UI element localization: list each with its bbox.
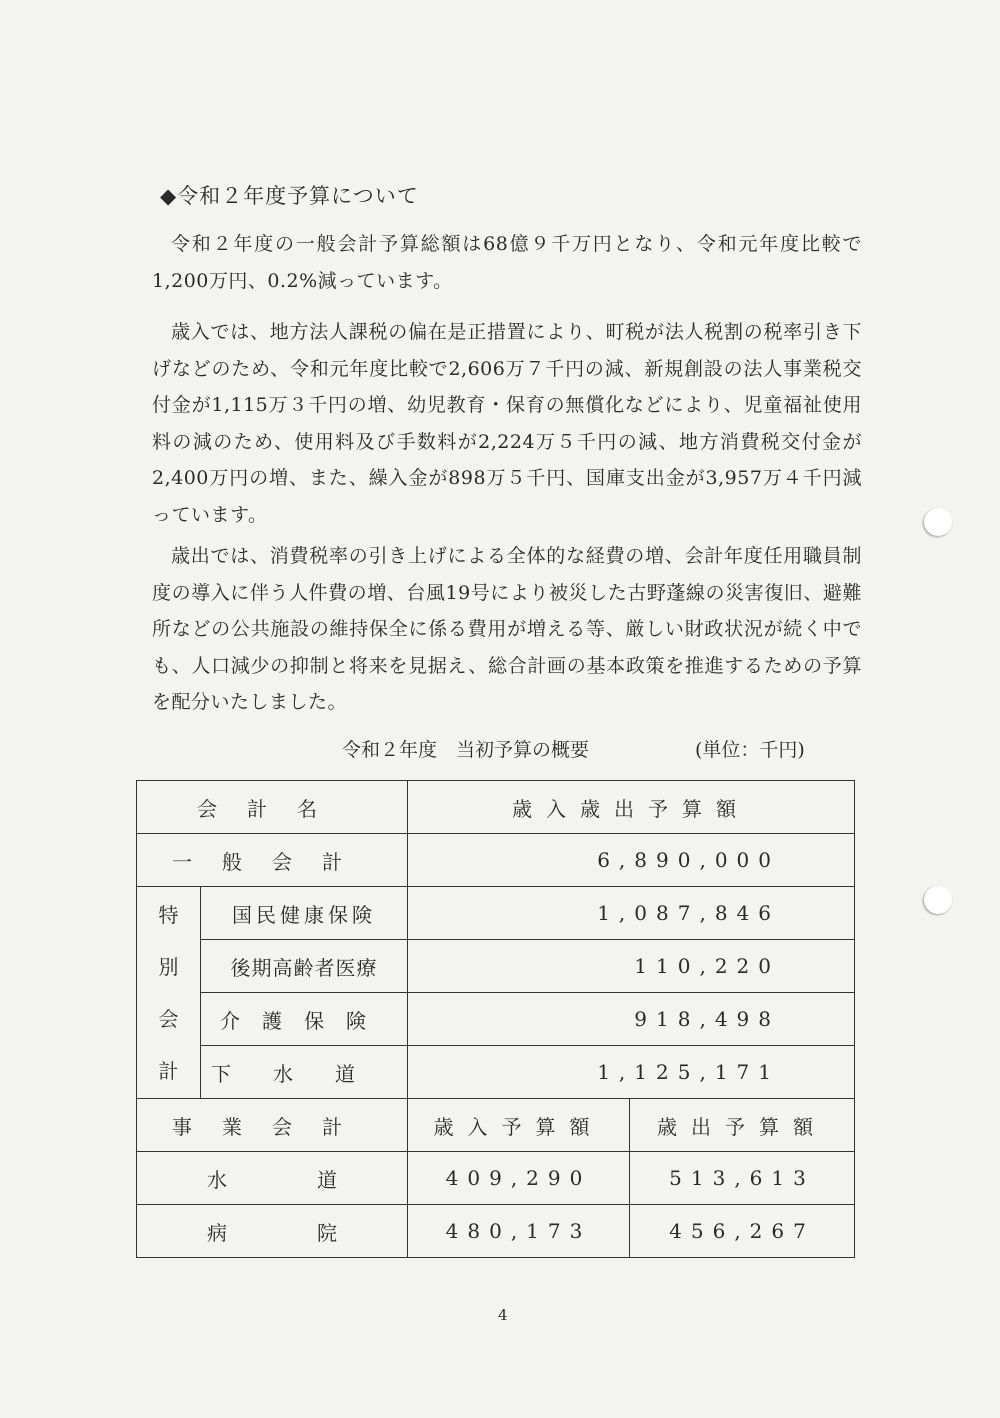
paragraph-total-budget: 令和２年度の一般会計予算総額は68億９千万円となり、令和元年度比較で1,200万円、0.2%減っています。	[152, 233, 862, 292]
paragraph-expenditure: 歳出では、消費税率の引き上げによる全体的な経費の増、会計年度任用職員制度の導入に伴う人件費の増、台風19号により被災した古野蓬線の災害復旧、避難所などの公共施設の維持保全に係る費用が増える等、厳しい財政状況が続く中でも、人口減少の抑制と将来を見据え、総合計画の基本政策を推進するための予算を配分いたしました。	[152, 545, 862, 713]
special-account-label	[137, 887, 201, 1099]
paragraph-revenue: 歳入では、地方法人課税の偏在是正措置により、町税が法人税割の税率引き下げなどのため、令和元年度比較で2,606万７千円の減、新規創設の法人事業税交付金が1,115万３千円の増、幼児教育・保育の無償化などにより、児童福祉使用料の減のため、使用料及び手数料が2,224万５千円の減、地方消費税交付金が2,400万円の増、また、繰入金が898万５千円、国庫支出金が3,957万４千円減っています。	[152, 321, 862, 526]
revenue-budget-header: 歳入予算額	[408, 1099, 630, 1152]
enterprise-account-name	[137, 1205, 408, 1258]
enterprise-name-part: 水	[207, 1167, 227, 1192]
table-title: 令和２年度 当初予算の概要	[342, 739, 590, 761]
page-number: 4	[498, 1306, 508, 1324]
general-account-amount: 6,890,000	[408, 834, 855, 887]
enterprise-expenditure: 513,613	[630, 1152, 855, 1205]
table-header-row	[137, 781, 855, 834]
table-unit: (単位：千円)	[695, 739, 805, 761]
table-row	[137, 940, 855, 993]
special-label-char: 計	[158, 1058, 179, 1083]
section-heading: ◆令和２年度予算について	[160, 184, 419, 208]
general-account-name: 一般会計	[137, 834, 408, 887]
special-label-char: 別	[158, 954, 179, 979]
enterprise-header-row	[137, 1099, 855, 1152]
header-account-name: 会計名	[137, 781, 408, 834]
enterprise-name-part: 院	[317, 1220, 337, 1245]
budget-table	[136, 780, 855, 1258]
enterprise-account-header: 事業会計	[137, 1099, 408, 1152]
special-account-name: 介護保険	[201, 993, 408, 1046]
special-account-amount: 110,220	[408, 940, 855, 993]
table-row	[137, 1152, 855, 1205]
enterprise-name-part: 道	[317, 1167, 337, 1192]
enterprise-account-name	[137, 1152, 408, 1205]
table-row	[137, 993, 855, 1046]
enterprise-name-part: 病	[207, 1220, 227, 1245]
special-account-amount: 918,498	[408, 993, 855, 1046]
special-account-name: 国民健康保険	[201, 887, 408, 940]
special-account-amount: 1,087,846	[408, 887, 855, 940]
table-row	[137, 1205, 855, 1258]
binder-hole-icon	[924, 508, 952, 536]
enterprise-revenue: 409,290	[408, 1152, 630, 1205]
special-account-name: 下水道	[201, 1046, 408, 1099]
special-label-char: 会	[158, 1006, 179, 1031]
enterprise-expenditure: 456,267	[630, 1205, 855, 1258]
enterprise-revenue: 480,173	[408, 1205, 630, 1258]
expenditure-budget-header: 歳出予算額	[630, 1099, 855, 1152]
header-budget-amount: 歳入歳出予算額	[408, 781, 855, 834]
table-row	[137, 1046, 855, 1099]
table-row	[137, 887, 855, 940]
special-account-amount: 1,125,171	[408, 1046, 855, 1099]
binder-hole-icon	[924, 886, 952, 914]
table-row	[137, 834, 855, 887]
special-label-char: 特	[158, 902, 179, 927]
special-account-name: 後期高齢者医療	[201, 940, 408, 993]
